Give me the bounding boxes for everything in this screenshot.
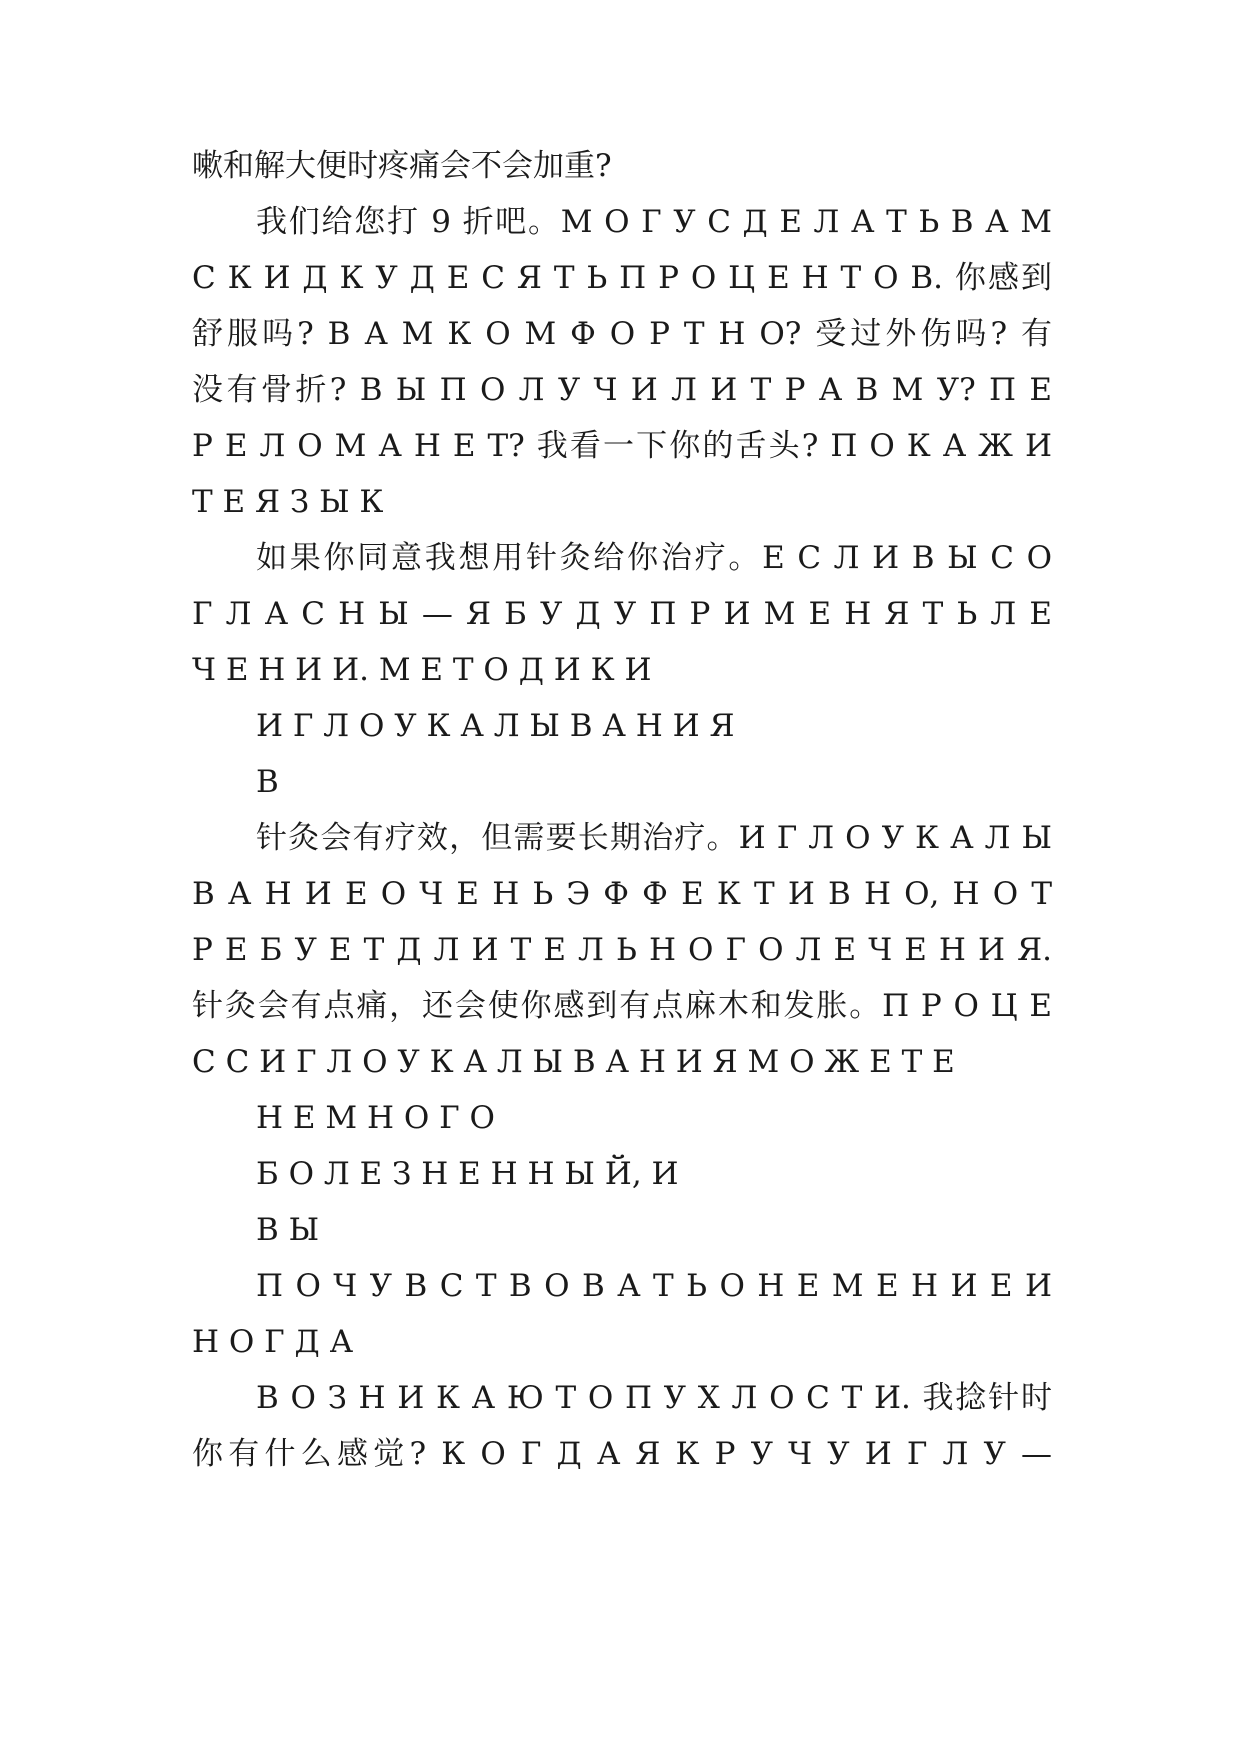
text-line: В О З Н И К А Ю Т О П У Х Л О С Т И. 我捻针时 [256,1380,1052,1416]
text-line: С К И Д К У Д Е С Я Т Ь П Р О Ц Е Н Т О В. 你感到 [192,260,1052,296]
text-line: Г Л А С Н Ы — Я Б У Д У П Р И М Е Н Я Т Ь Л Е [192,596,1052,632]
text-line: Б О Л Е З Н Е Н Н Ы Й, И [256,1156,679,1192]
text-line: 你有什么感觉? К О Г Д А Я К Р У Ч У И Г Л У — [192,1436,1052,1472]
text-line: Н Е М Н О Г О [256,1100,495,1136]
text-line: 舒服吗? В А М К О М Ф О Р Т Н О? 受过外伤吗? 有 [192,316,1052,352]
text-line: В Ы [256,1212,320,1248]
text-line: И Г Л О У К А Л Ы В А Н И Я [256,708,735,744]
text-line: В А Н И Е О Ч Е Н Ь Э Ф Ф Е К Т И В Н О, Н О Т [192,876,1052,912]
text-line: Ч Е Н И И. М Е Т О Д И К И [192,652,652,688]
text-line: 嗽和解大便时疼痛会不会加重? [192,148,612,184]
text-line: Н О Г Д А [192,1324,354,1360]
text-line: Р Е Л О М А Н Е Т? 我看一下你的舌头? П О К А Ж И [192,428,1052,464]
text-line: П О Ч У В С Т В О В А Т Ь О Н Е М Е Н И Е И [256,1268,1052,1304]
text-line: Т Е Я З Ы К [192,484,384,520]
text-line: С С И Г Л О У К А Л Ы В А Н И Я М О Ж Е Т Е [192,1044,955,1080]
text-line: 针灸会有疗效，但需要长期治疗。И Г Л О У К А Л Ы [256,820,1052,856]
text-line: 我们给您打 9 折吧。М О Г У С Д Е Л А Т Ь В А М [256,204,1052,240]
text-line: В [256,764,279,800]
text-line: Р Е Б У Е Т Д Л И Т Е Л Ь Н О Г О Л Е Ч Е Н И Я. [192,932,1052,968]
text-line: 如果你同意我想用针灸给你治疗。Е С Л И В Ы С О [256,540,1052,576]
text-line: 没有骨折? В Ы П О Л У Ч И Л И Т Р А В М У? П Е [192,372,1052,408]
text-line: 针灸会有点痛，还会使你感到有点麻木和发胀。П Р О Ц Е [192,988,1052,1024]
